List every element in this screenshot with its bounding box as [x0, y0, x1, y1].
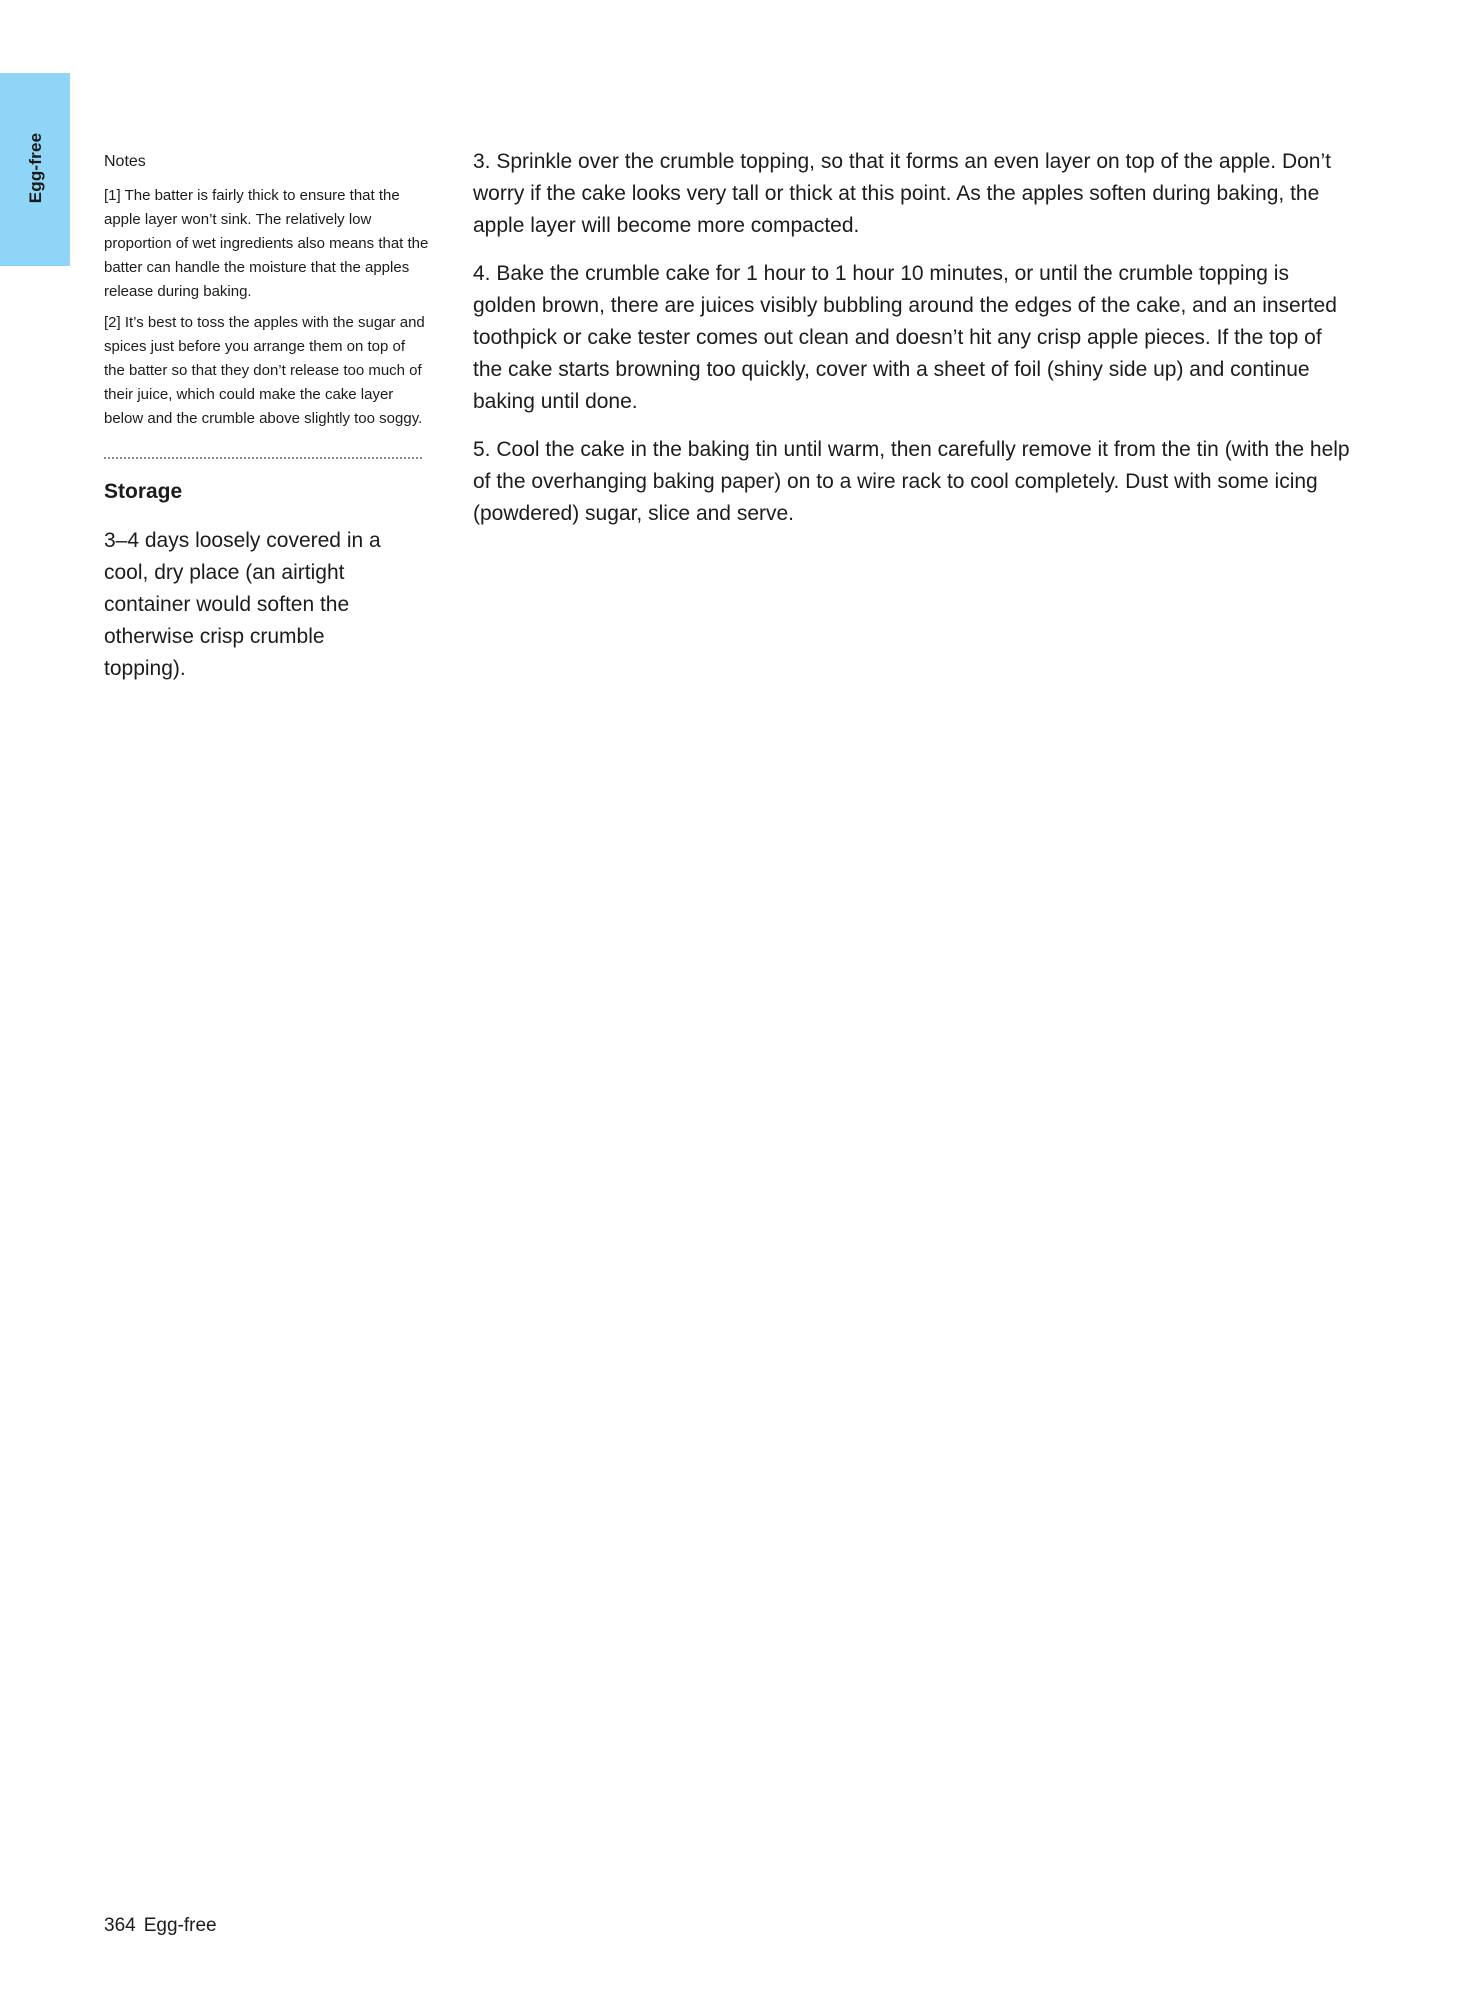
note-2: [2] It’s best to toss the apples with the sugar and spices just before you arrange them on top of the batter so that they don’t release too much of their juice, which could make the cake layer below and the crumble above slightly too soggy. [104, 314, 425, 427]
page-number: 364 [104, 1915, 136, 1936]
notes-heading: Notes [104, 153, 146, 170]
chapter-tab-label: Egg-free [26, 132, 45, 204]
page-footer [104, 1914, 217, 1938]
notes-column [104, 150, 430, 685]
dotted-divider [104, 457, 422, 459]
footer-section: Egg-free [143, 1915, 217, 1936]
note-1: [1] The batter is fairly thick to ensure that the apple layer won’t sink. The relatively low proportion of wet ingredients also means that the batter can handle the moisture that the apples release during baking. [104, 187, 429, 300]
step-4: 4. Bake the crumble cake for 1 hour to 1 hour 10 minutes, or until the crumble topping is golden brown, there are juices visibly bubbling around the edges of the cake, and an inserted toothpick or cake tester comes out clean and doesn’t hit any crisp apple pieces. If the top of the cake starts browning too quickly, cover with a sheet of foil (shiny side up) and continue baking until done. [473, 262, 1337, 413]
method-steps [473, 146, 1353, 546]
storage-text: 3–4 days loosely covered in a cool, dry place (an airtight container would soften the otherwise crisp crumble topping). [104, 529, 381, 680]
step-3: 3. Sprinkle over the crumble topping, so that it forms an even layer on top of the apple. Don’t worry if the cake looks very tall or thick at this point. As the apples soften during baking, the apple layer will become more compacted. [473, 150, 1331, 237]
storage-heading: Storage [104, 480, 183, 503]
step-5: 5. Cool the cake in the baking tin until warm, then carefully remove it from the tin (with the help of the overhanging baking paper) on to a wire rack to cool completely. Dust with some icing (powdered) sugar, slice and serve. [473, 438, 1350, 525]
